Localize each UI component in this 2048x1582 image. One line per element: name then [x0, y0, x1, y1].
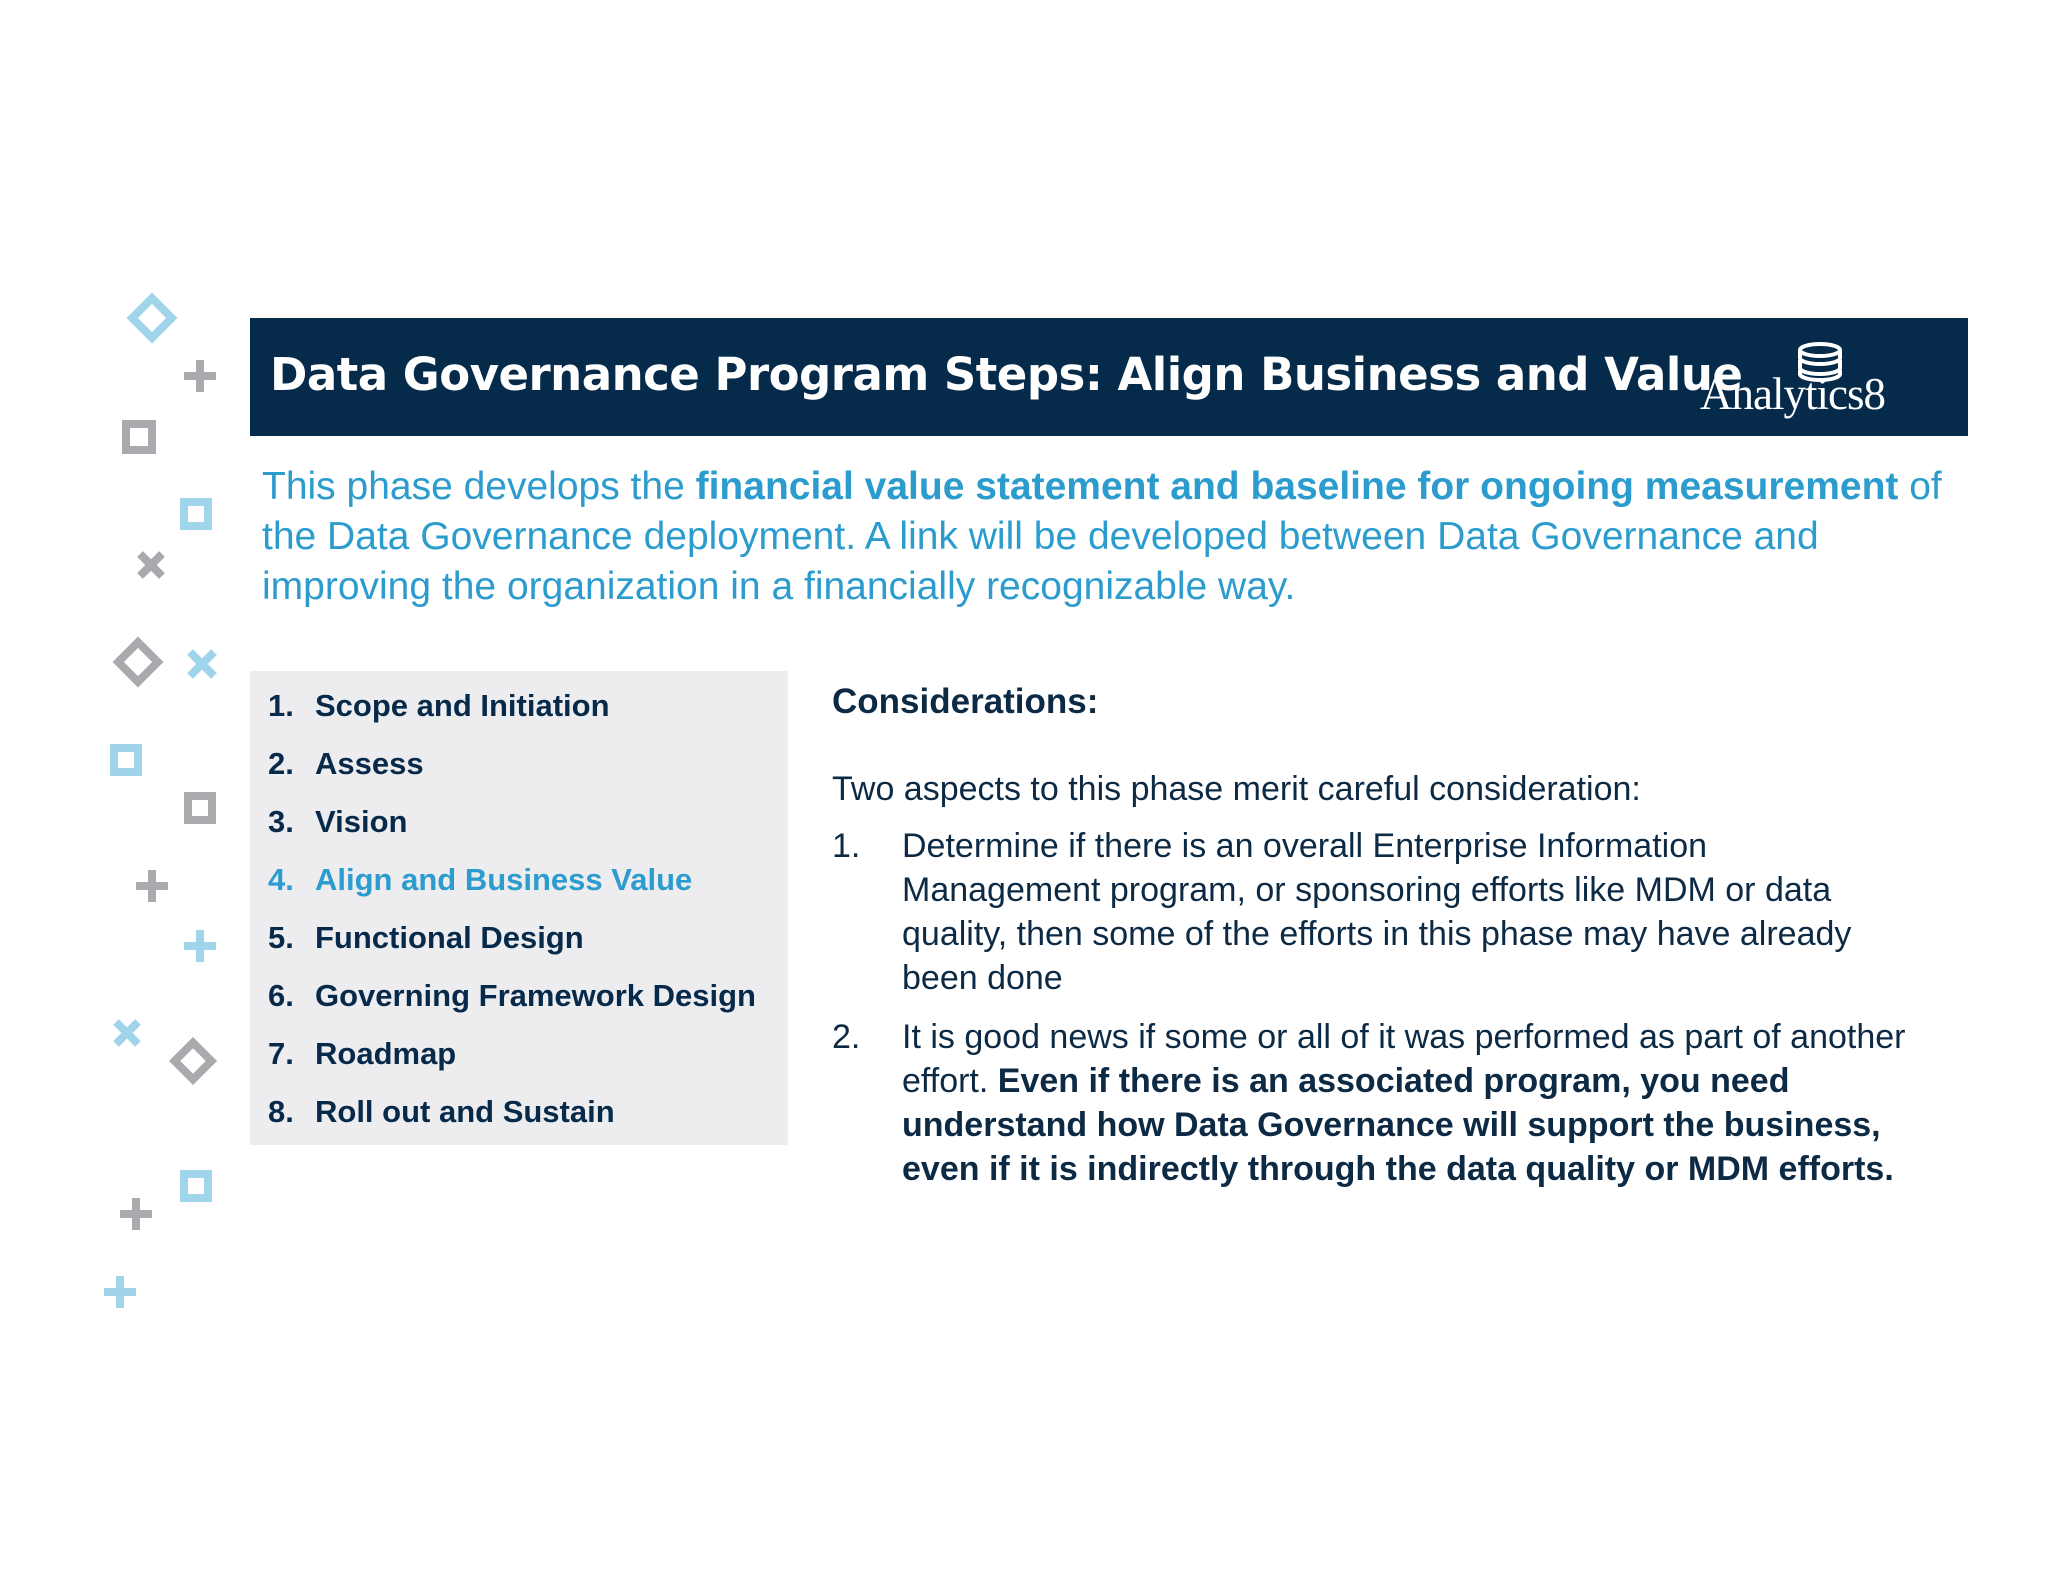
step-item [268, 973, 788, 1031]
square-icon [114, 748, 138, 772]
step-number: 3. [268, 804, 294, 839]
step-item [268, 683, 788, 741]
step-label: Functional Design [315, 920, 584, 955]
step-number: 2. [268, 746, 294, 781]
diamond-icon [175, 1043, 212, 1080]
considerations-list [832, 824, 1912, 1191]
step-number: 4. [268, 862, 294, 897]
analytics8-logo [1700, 338, 1930, 422]
close-icon [140, 554, 162, 576]
close-icon [190, 652, 214, 676]
intro-paragraph [262, 462, 1942, 612]
plus-icon [120, 1198, 152, 1230]
step-item [268, 799, 788, 857]
step-label: Roadmap [315, 1036, 457, 1071]
considerations-title: Considerations: [832, 682, 1099, 721]
logo-text: Analytics8 [1700, 369, 1885, 419]
considerations-section [832, 678, 1912, 1206]
diamond-icon [118, 642, 158, 682]
step-item [268, 1031, 788, 1089]
consideration-text: Determine if there is an overall Enterprise Information Management program, or sponsoring efforts like MDM or data quality, then some of the efforts in this phase may have already been done [902, 827, 1852, 997]
program-steps-list [250, 671, 788, 1147]
program-steps-panel [250, 671, 788, 1145]
step-label: Assess [315, 746, 424, 781]
step-item [268, 1089, 788, 1147]
square-icon [184, 502, 208, 526]
consideration-text: It is good news if some or all of it was performed as part of another effort. [902, 1018, 1906, 1100]
title-bar [250, 318, 1968, 436]
decorative-symbols [90, 290, 250, 1350]
consideration-number: 2. [832, 1018, 861, 1056]
step-number: 5. [268, 920, 294, 955]
step-item [268, 741, 788, 799]
step-label: Governing Framework Design [315, 978, 756, 1013]
step-item-active [268, 857, 788, 915]
diamond-icon [132, 298, 172, 338]
consideration-item [832, 1015, 1912, 1191]
intro-text: This phase develops the [262, 465, 696, 508]
step-number: 6. [268, 978, 294, 1013]
intro-text-end: of the Data Governance deployment. A link will be developed between Data Governance and improving the organization in a financially recognizable way. [262, 465, 1942, 608]
square-icon [188, 796, 212, 820]
step-number: 1. [268, 688, 294, 723]
square-icon [126, 424, 152, 450]
step-label: Align and Business Value [315, 862, 693, 897]
step-number: 7. [268, 1036, 294, 1071]
consideration-item [832, 824, 1912, 1000]
consideration-emphasis: Even if there is an associated program, you need understand how Data Governance will support the business, even if it is indirectly through the data quality or MDM efforts. [902, 1062, 1894, 1188]
consideration-number: 1. [832, 827, 861, 865]
page-title: Data Governance Program Steps: Align Business and Value [270, 348, 1743, 401]
plus-icon [184, 360, 216, 392]
step-number: 8. [268, 1094, 294, 1129]
plus-icon [104, 1276, 136, 1308]
plus-icon [136, 870, 168, 902]
plus-icon [184, 930, 216, 962]
step-label: Roll out and Sustain [315, 1094, 615, 1129]
step-label: Vision [315, 804, 408, 839]
square-icon [184, 1174, 208, 1198]
step-label: Scope and Initiation [315, 688, 610, 723]
step-item [268, 915, 788, 973]
close-icon [116, 1022, 138, 1044]
considerations-lead: Two aspects to this phase merit careful consideration: [832, 770, 1641, 808]
intro-highlight: financial value statement and baseline for ongoing measurement [695, 465, 1899, 508]
